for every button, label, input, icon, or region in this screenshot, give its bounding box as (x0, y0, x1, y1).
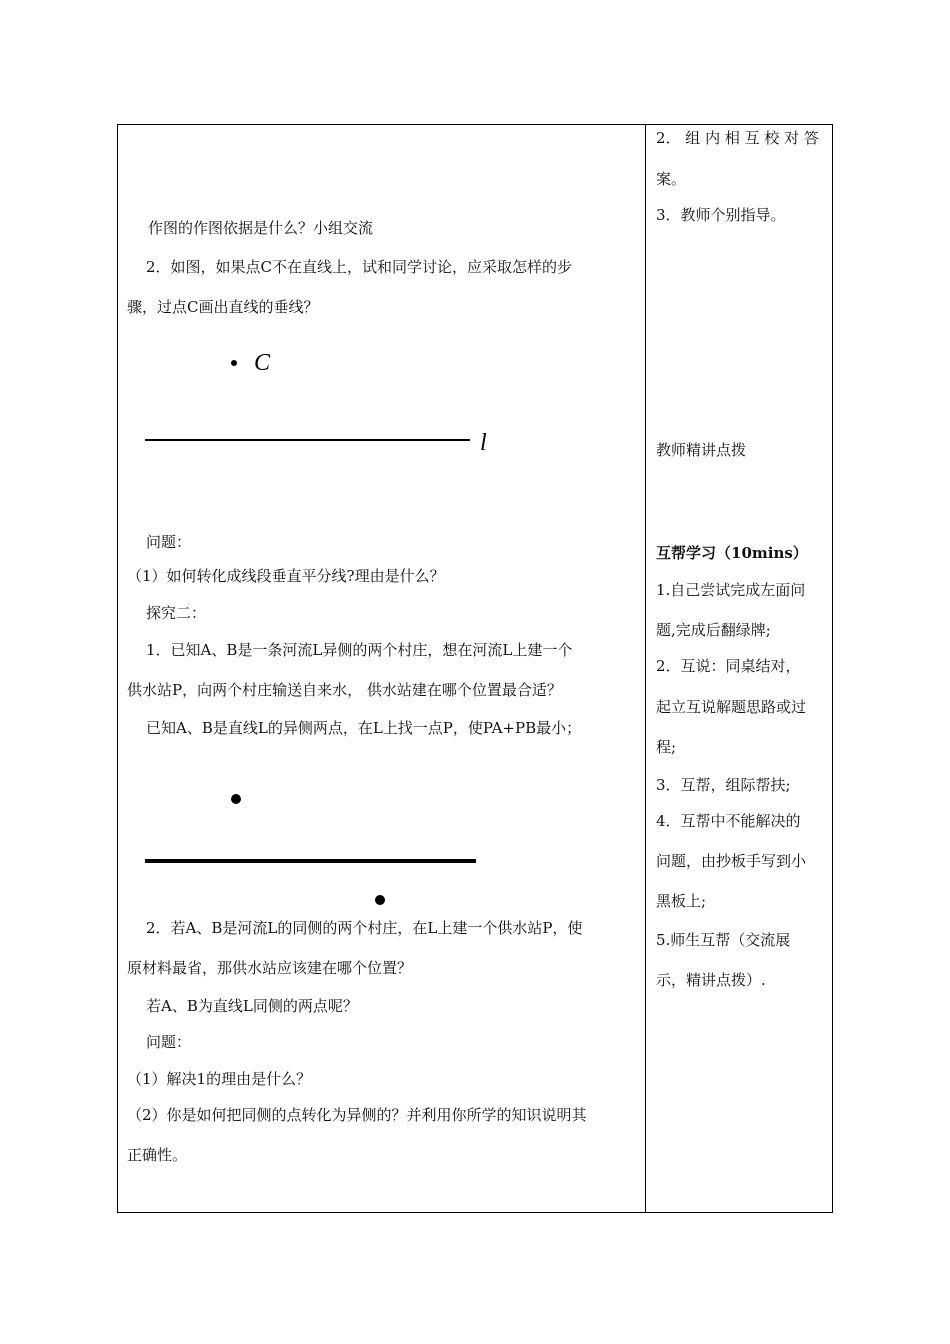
figure-two-points-and-line (130, 785, 630, 910)
note-line: 教师精讲点拨 (656, 441, 747, 459)
text-line: 2．如图，如果点C不在直线上，试和同学讨论，应采取怎样的步 (146, 258, 573, 276)
note-line: 题,完成后翻绿牌; (656, 621, 771, 639)
note-line: 3．互帮，组际帮扶; (656, 776, 791, 794)
figure-point-c-and-line (130, 345, 630, 460)
note-line: 黑板上; (656, 892, 707, 910)
note-line: 2．互说：同桌结对， (656, 657, 801, 675)
note-line: 示，精讲点拨）. (656, 971, 766, 989)
point-c-label: C (254, 350, 271, 376)
text-line: 问题： (146, 533, 192, 551)
note-line: 问题，由抄板手写到小 (656, 852, 807, 870)
text-line: 已知A、B是直线L的异侧两点，在L上找一点P，使PA+PB最小； (146, 719, 582, 737)
section-heading: 互帮学习（10mins） (656, 544, 808, 562)
text-line: 供水站P，向两个村庄输送自来水， 供水站建在哪个位置最合适？ (127, 681, 562, 699)
text-line: 骤，过点C画出直线的垂线？ (127, 298, 319, 316)
point-a (231, 794, 241, 804)
text-line: 正确性。 (127, 1146, 188, 1164)
text-line: 若A、B为直线L同侧的两点呢？ (146, 997, 358, 1015)
note-line: 程; (656, 738, 677, 756)
column-divider (645, 124, 646, 1213)
text-line: 原材料最省，那供水站应该建在哪个位置？ (127, 959, 413, 977)
point-b (375, 895, 385, 905)
line-l-label: l (480, 430, 487, 456)
note-line: 2． 组 内 相 互 校 对 答 (656, 129, 819, 147)
note-line: 1.自己尝试完成左面问 (656, 581, 806, 599)
note-line: 起立互说解题思路或过 (656, 698, 807, 716)
note-line: 3．教师个别指导。 (656, 206, 786, 224)
text-line: 2．若A、B是河流L的同侧的两个村庄，在L上建一个供水站P，使 (146, 919, 583, 937)
text-line: （1）如何转化成线段垂直平分线?理由是什么？ (127, 567, 445, 585)
note-line: 案。 (656, 170, 687, 188)
text-line: 1．已知A、B是一条河流L异侧的两个村庄，想在河流L上建一个 (146, 641, 573, 659)
note-line: 5.师生互帮（交流展 (656, 931, 791, 949)
text-line: （2）你是如何把同侧的点转化为异侧的？并利用你所学的知识说明其 (127, 1106, 587, 1124)
text-line: （1）解决1的理由是什么？ (127, 1070, 312, 1088)
text-line: 作图的作图依据是什么？小组交流 (148, 219, 374, 237)
point-c (231, 360, 237, 366)
text-line: 问题： (146, 1033, 192, 1051)
note-line: 4．互帮中不能解决的 (656, 812, 801, 830)
text-line: 探究二： (146, 604, 207, 622)
